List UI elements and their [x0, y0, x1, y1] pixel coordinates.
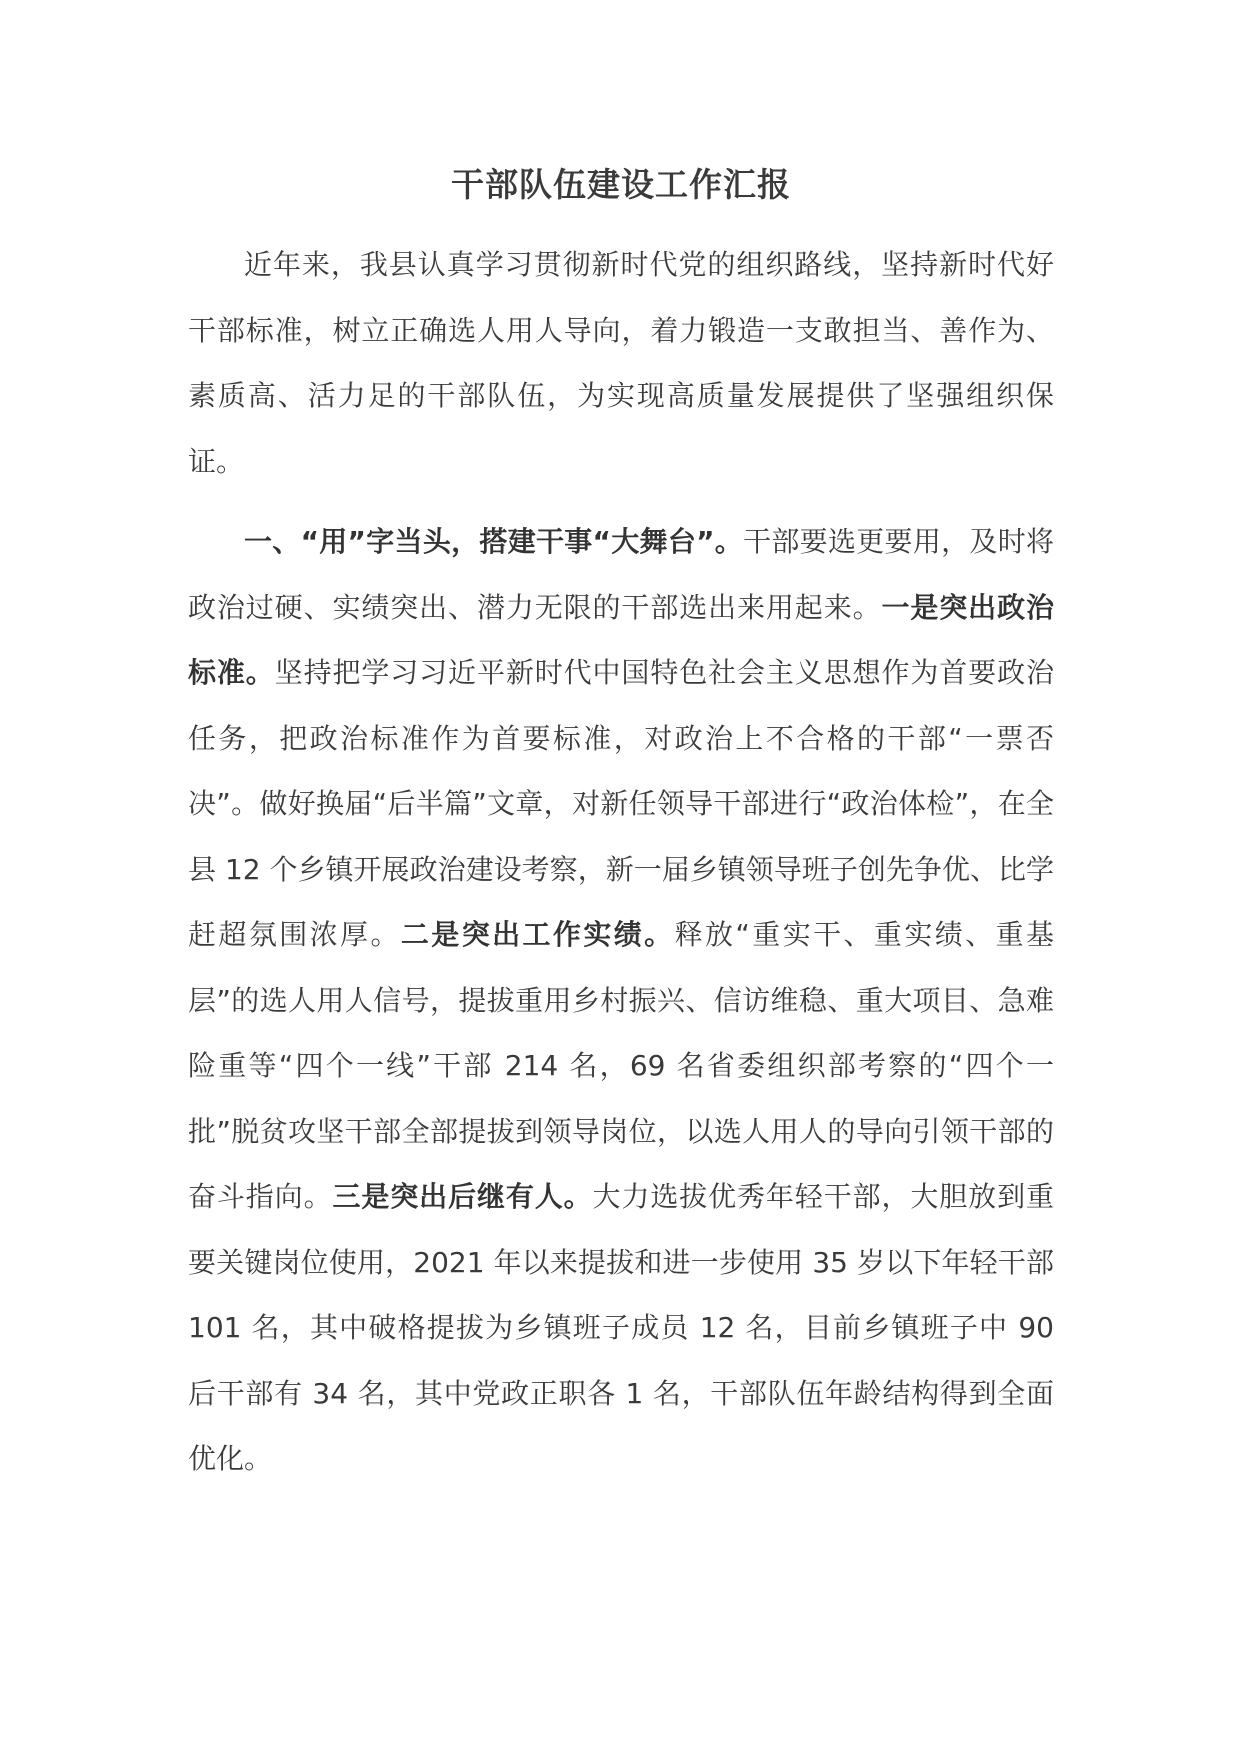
- point-2-title: 二是突出工作实绩。: [400, 918, 675, 951]
- point-3-text: 大力选拔优秀年轻干部，大胆放到重要关键岗位使用，2021 年以来提拔和进一步使用 35 岁以下年轻干部 101 名，其中破格提拔为乡镇班子成员 12 名，目前乡镇班子中 90 后干部有 34 名，其中党政正职各 1 名，干部队伍年龄结构得到全面优化。: [188, 1180, 1054, 1475]
- section-1-paragraph: [188, 509, 1054, 1492]
- point-1-text: 坚持把学习习近平新时代中国特色社会主义思想作为首要政治任务，把政治标准作为首要标准，对政治上不合格的干部“一票否决”。做好换届“后半篇”文章，对新任领导干部进行“政治体检”，在全县 12 个乡镇开展政治建设考察，新一届乡镇领导班子创先争优、比学赶超氛围浓厚。: [188, 656, 1054, 951]
- section-1-lead: 干部要选更要用，及时将政治过硬、实绩突出、潜力无限的干部选出来用起来。: [188, 525, 1054, 624]
- intro-paragraph: 近年来，我县认真学习贯彻新时代党的组织路线，坚持新时代好干部标准，树立正确选人用人导向，着力锻造一支敢担当、善作为、素质高、活力足的干部队伍，为实现高质量发展提供了坚强组织保证。: [188, 248, 1054, 478]
- point-1-title: 一是突出政治标准。: [188, 590, 1054, 689]
- point-2-text: 释放“重实干、重实绩、重基层”的选人用人信号，提拔重用乡村振兴、信访维稳、重大项目、急难险重等“四个一线”干部 214 名，69 名省委组织部考察的“四个一批”脱贫攻坚干部全部提拔到领导岗位，以选人用人的导向引领干部的奋斗指向。: [188, 918, 1054, 1213]
- point-3-title: 三是突出后继有人。: [332, 1180, 593, 1213]
- document-title: 干部队伍建设工作汇报: [451, 165, 791, 204]
- section-1-heading: 一、“用”字当头，搭建干事“大舞台”。: [244, 525, 744, 558]
- document-page: [188, 162, 1054, 1492]
